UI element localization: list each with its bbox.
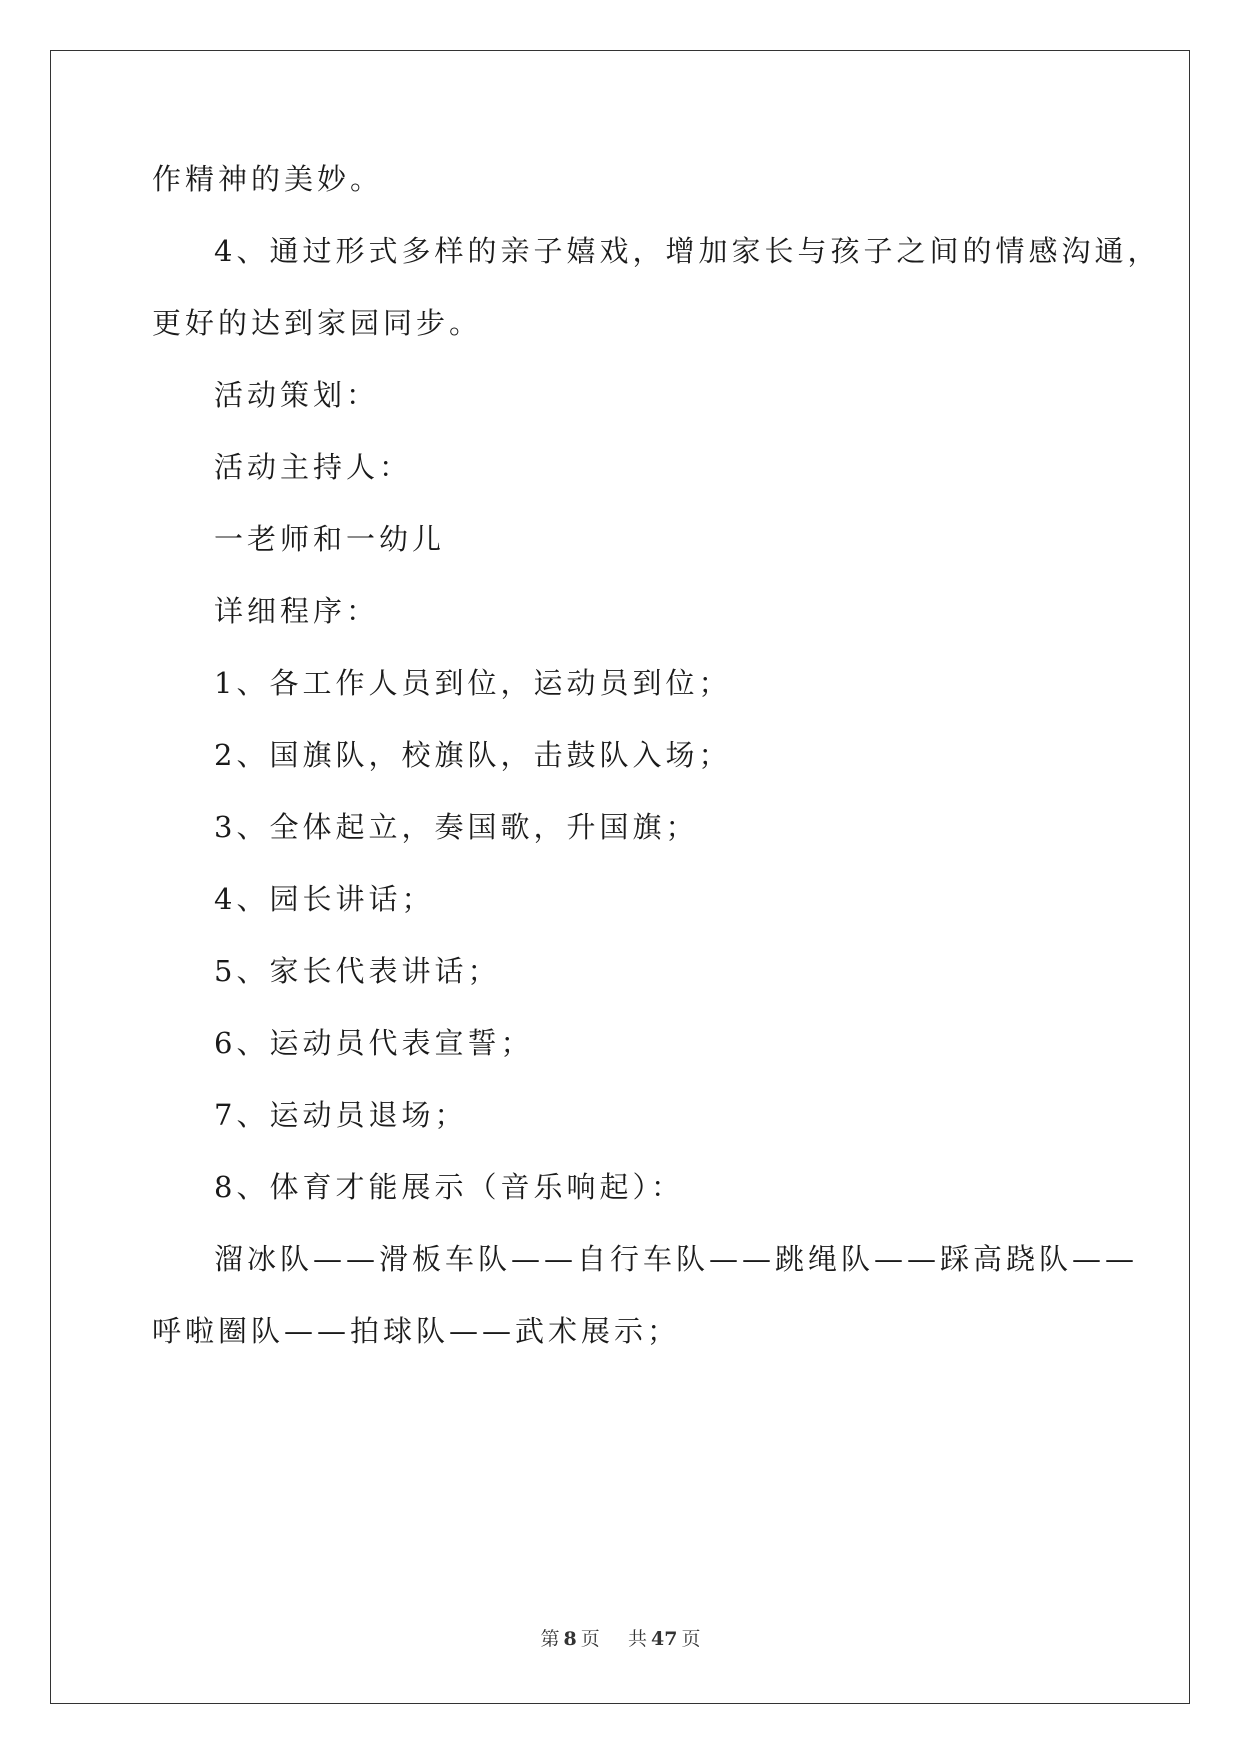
text-line-17: 呼啦圈队——拍球队——武术展示；	[152, 1314, 681, 1348]
text-line-11: 4、园长讲话；	[214, 882, 435, 916]
text-line-1: 作精神的美妙。	[152, 162, 384, 196]
text-line-5: 活动主持人：	[214, 450, 413, 484]
text-line-13: 6、运动员代表宣誓；	[214, 1026, 534, 1060]
text-line-15: 8、体育才能展示（音乐响起）：	[214, 1170, 684, 1204]
page-border	[50, 50, 1190, 1704]
current-page-number: 8	[563, 1628, 577, 1650]
text-line-8: 1、各工作人员到位，运动员到位；	[214, 666, 732, 700]
text-line-4: 活动策划：	[214, 378, 380, 412]
text-line-7: 详细程序：	[214, 594, 380, 628]
text-line-3: 更好的达到家园同步。	[152, 306, 483, 340]
text-line-16: 溜冰队——滑板车队——自行车队——跳绳队——踩高跷队——	[214, 1242, 1139, 1276]
page-footer	[0, 1624, 1241, 1651]
text-line-6: 一老师和一幼儿	[214, 522, 446, 556]
text-line-9: 2、国旗队，校旗队，击鼓队入场；	[214, 738, 732, 772]
footer-total-suffix: 页	[681, 1628, 701, 1650]
total-page-count: 47	[650, 1628, 678, 1650]
text-line-14: 7、运动员退场；	[214, 1098, 468, 1132]
footer-page-suffix: 页	[580, 1628, 600, 1650]
text-line-12: 5、家长代表讲话；	[214, 954, 501, 988]
footer-total-prefix: 共	[627, 1628, 647, 1650]
footer-prefix: 第	[540, 1628, 560, 1650]
text-line-10: 3、全体起立，奏国歌，升国旗；	[214, 810, 699, 844]
text-line-2: 4、通过形式多样的亲子嬉戏，增加家长与孩子之间的情感沟通，	[214, 234, 1161, 268]
